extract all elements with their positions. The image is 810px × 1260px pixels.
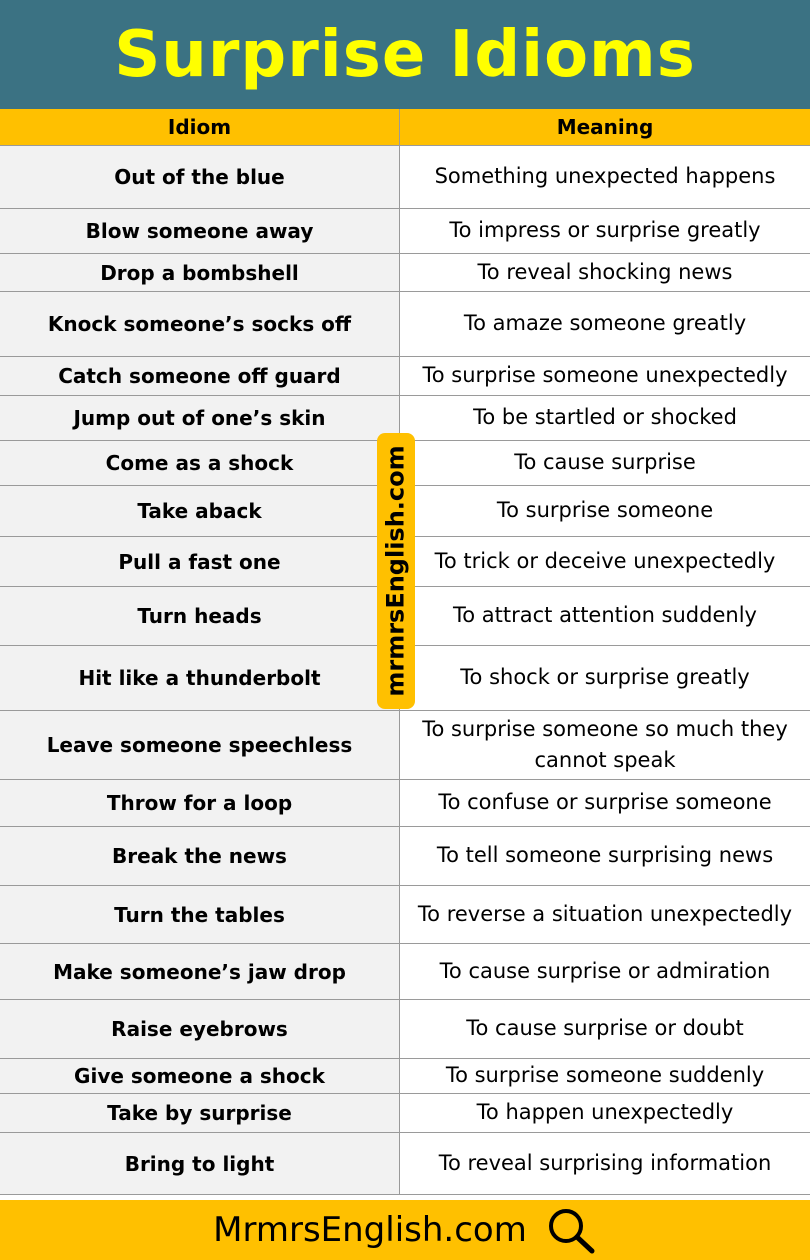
idiom-cell: Catch someone off guard xyxy=(0,357,400,396)
meaning-cell: To happen unexpectedly xyxy=(400,1094,810,1133)
idiom-cell: Pull a fast one xyxy=(0,537,400,587)
idiom-cell: Raise eyebrows xyxy=(0,1000,400,1059)
meaning-cell: To impress or surprise greatly xyxy=(400,209,810,254)
page-title: Surprise Idioms xyxy=(114,17,696,92)
meaning-cell: To shock or surprise greatly xyxy=(400,646,810,711)
search-icon xyxy=(545,1206,597,1254)
meaning-cell: To amaze someone greatly xyxy=(400,292,810,357)
idiom-cell: Break the news xyxy=(0,827,400,886)
column-header-meaning: Meaning xyxy=(400,109,810,146)
idiom-cell: Drop a bombshell xyxy=(0,254,400,292)
idiom-cell: Take aback xyxy=(0,486,400,537)
meaning-cell: To reveal shocking news xyxy=(400,254,810,292)
meaning-cell: To cause surprise or doubt xyxy=(400,1000,810,1059)
meaning-cell: To trick or deceive unexpectedly xyxy=(400,537,810,587)
meaning-cell: To surprise someone so much they cannot speak xyxy=(400,711,810,780)
idiom-cell: Hit like a thunderbolt xyxy=(0,646,400,711)
column-header-idiom: Idiom xyxy=(0,109,400,146)
idiom-cell: Knock someone’s socks off xyxy=(0,292,400,357)
idiom-cell: Take by surprise xyxy=(0,1094,400,1133)
idiom-cell: Jump out of one’s skin xyxy=(0,396,400,441)
meaning-cell: To reveal surprising information xyxy=(400,1133,810,1195)
watermark-text: mrmrsEnglish.com xyxy=(382,445,411,697)
meaning-cell: To reverse a situation unexpectedly xyxy=(400,886,810,944)
footer-bar xyxy=(0,1200,810,1260)
footer-site-link[interactable]: MrmrsEnglish.com xyxy=(213,1210,527,1250)
meaning-cell: To cause surprise or admiration xyxy=(400,944,810,1000)
meaning-cell: To be startled or shocked xyxy=(400,396,810,441)
meaning-cell: To cause surprise xyxy=(400,441,810,486)
idiom-cell: Out of the blue xyxy=(0,146,400,209)
idiom-cell: Bring to light xyxy=(0,1133,400,1195)
idiom-cell: Turn heads xyxy=(0,587,400,646)
idiom-cell: Throw for a loop xyxy=(0,780,400,827)
idiom-cell: Give someone a shock xyxy=(0,1059,400,1094)
meaning-cell: To attract attention suddenly xyxy=(400,587,810,646)
meaning-cell: To confuse or surprise someone xyxy=(400,780,810,827)
idiom-cell: Leave someone speechless xyxy=(0,711,400,780)
idiom-cell: Blow someone away xyxy=(0,209,400,254)
meaning-cell: To surprise someone suddenly xyxy=(400,1059,810,1094)
idiom-cell: Come as a shock xyxy=(0,441,400,486)
idiom-cell: Turn the tables xyxy=(0,886,400,944)
meaning-cell: Something unexpected happens xyxy=(400,146,810,209)
title-bar xyxy=(0,0,810,109)
idiom-cell: Make someone’s jaw drop xyxy=(0,944,400,1000)
meaning-cell: To surprise someone xyxy=(400,486,810,537)
meaning-cell: To surprise someone unexpectedly xyxy=(400,357,810,396)
meaning-cell: To tell someone surprising news xyxy=(400,827,810,886)
watermark-badge xyxy=(377,433,415,709)
